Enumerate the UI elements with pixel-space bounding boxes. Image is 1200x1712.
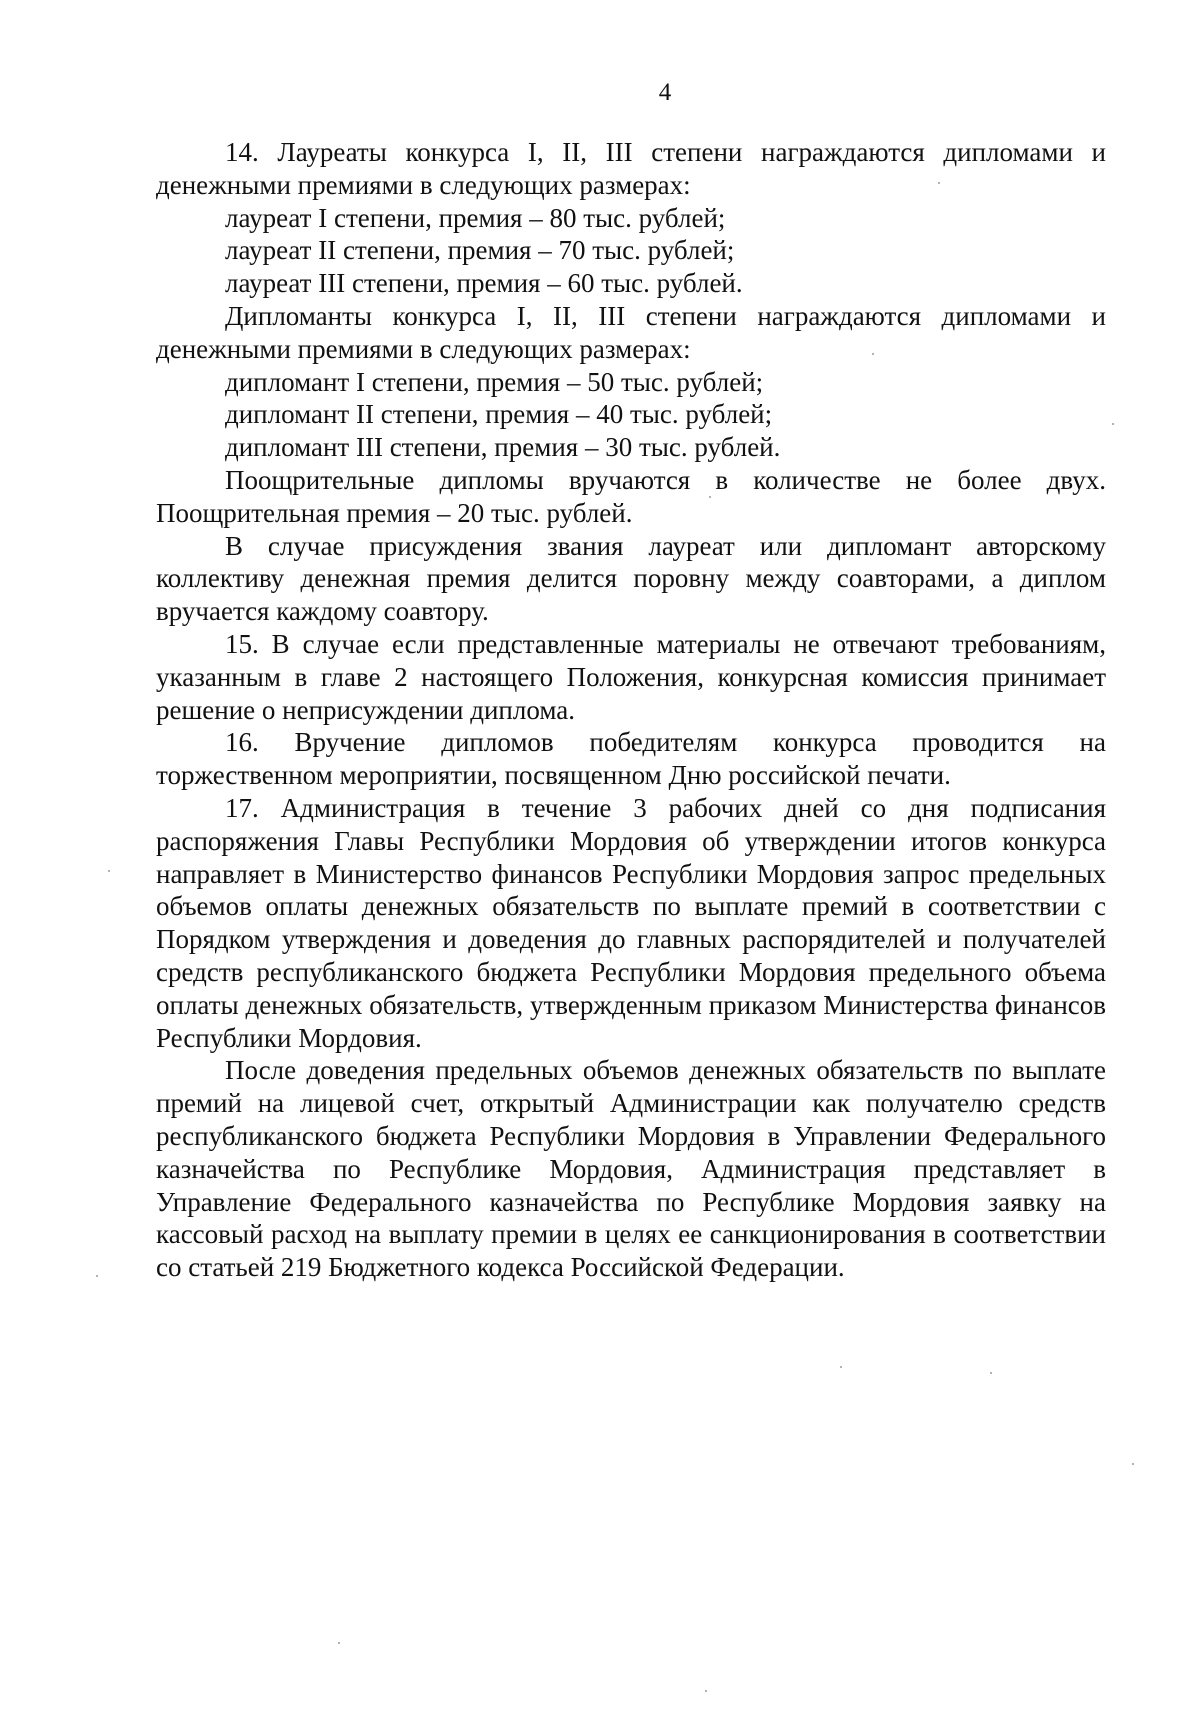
paragraph-collective: В случае присуждения звания лауреат или дипломант авторскому коллективу денежная премия делится поровну между соавторами, а диплом вручается каждому соавтору. xyxy=(156,530,1106,627)
scan-speck xyxy=(1132,1463,1134,1465)
scan-speck xyxy=(96,1275,98,1277)
scan-speck xyxy=(108,870,110,872)
list-item-laureate-3: лауреат III степени, премия – 60 тыс. рублей. xyxy=(225,268,743,299)
list-item-laureate-2: лауреат II степени, премия – 70 тыс. рублей; xyxy=(225,235,735,266)
scan-speck xyxy=(938,182,940,184)
list-item-diplomant-2: дипломант II степени, премия – 40 тыс. рублей; xyxy=(225,399,773,430)
list-item-diplomant-1: дипломант I степени, премия – 50 тыс. рублей; xyxy=(225,366,764,397)
page-number: 4 xyxy=(658,79,672,106)
list-item-laureate-1: лауреат I степени, премия – 80 тыс. рублей; xyxy=(225,202,726,233)
paragraph-15: 15. В случае если представленные материалы не отвечают требованиям, указанным в главе 2 настоящего Положения, конкурсная комиссия принимает решение о неприсуждении диплома. xyxy=(156,628,1106,725)
paragraph-16: 16. Вручение дипломов победителям конкурса проводится на торжественном мероприятии, посвященном Дню российской печати. xyxy=(156,727,1106,791)
paragraph-encouragement: Поощрительные дипломы вручаются в количестве не более двух. Поощрительная премия – 20 тыс. рублей. xyxy=(156,464,1106,528)
scan-speck xyxy=(709,496,711,498)
paragraph-diplomants: Дипломанты конкурса I, II, III степени награждаются дипломами и денежными премиями в следующих размерах: xyxy=(156,300,1106,364)
scan-speck xyxy=(990,1372,992,1374)
paragraph-14-laureates: 14. Лауреаты конкурса I, II, III степени награждаются дипломами и денежными премиями в следующих размерах: xyxy=(156,137,1106,200)
document-body xyxy=(156,136,1106,1284)
paragraph-17: 17. Администрация в течение 3 рабочих дней со дня подписания распоряжения Главы Республики Мордовия об утверждении итогов конкурса направляет в Министерство финансов Республики Мордовия запрос предельных объемов оплаты денежных обязательств по выплате премий в соответствии с Порядком утверждения и доведения до главных распорядителей и получателей средств республиканского бюджета Республики Мордовия предельного объема оплаты денежных обязательств, утвержденным приказом Министерства финансов Республики Мордовия. xyxy=(156,792,1106,1053)
scan-speck xyxy=(840,1366,842,1368)
scan-speck xyxy=(872,353,874,355)
scan-speck xyxy=(1112,423,1114,425)
scan-speck xyxy=(338,1642,340,1644)
scan-speck xyxy=(705,1690,707,1692)
paragraph-payment: После доведения предельных объемов денежных обязательств по выплате премий на лицевой счет, открытый Администрации как получателю средств республиканского бюджета Республики Мордовия в Управлении Федерального казначейства по Республике Мордовия, Администрация представляет в Управление Федерального казначейства по Республике Мордовия заявку на кассовый расход на выплату премии в целях ее санкционирования в соответствии со статьей 219 Бюджетного кодекса Российской Федерации. xyxy=(156,1055,1106,1283)
list-item-diplomant-3: дипломант III степени, премия – 30 тыс. рублей. xyxy=(225,432,781,463)
